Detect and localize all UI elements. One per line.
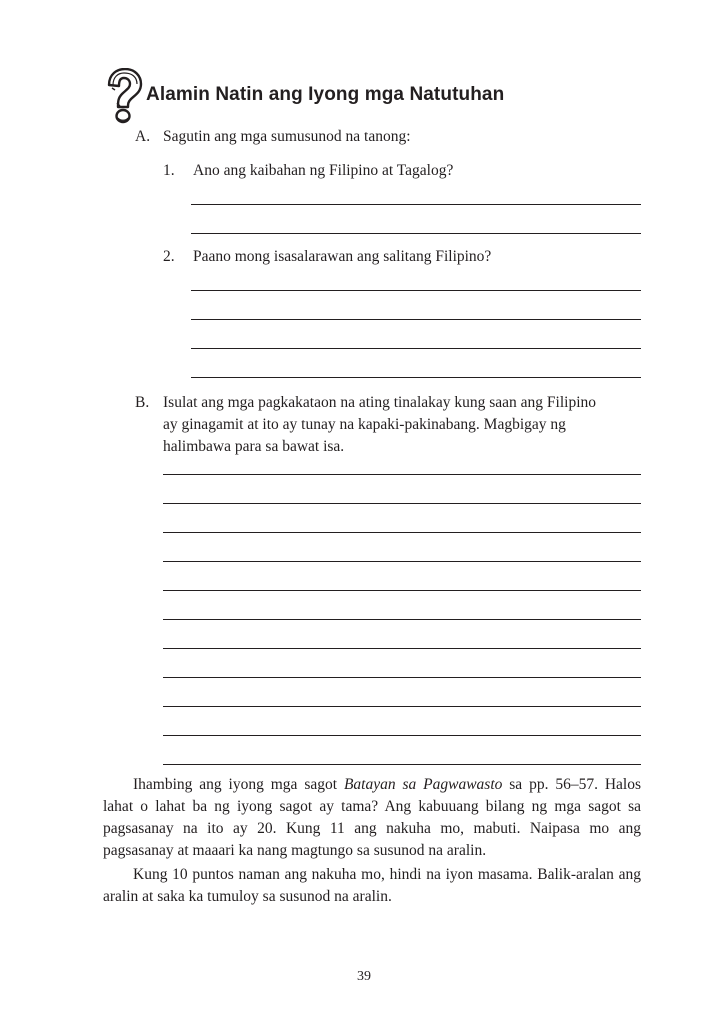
question-text: Paano mong isasalarawan ang salitang Filipino? [193,248,492,265]
answer-line[interactable] [191,319,641,320]
answer-line[interactable] [163,532,641,533]
question-text: Ano ang kaibahan ng Filipino at Tagalog? [193,162,454,179]
page-title: Alamin Natin ang Iyong mga Natutuhan [146,84,505,105]
answer-line[interactable] [163,648,641,649]
section-a-letter: A. [135,128,151,145]
answer-line[interactable] [163,619,641,620]
answer-line[interactable] [191,204,641,205]
section-b-instruction-line: Isulat ang mga pagkakataon na ating tinalakay kung saan ang Filipino [163,394,597,411]
section-b-instruction-line: halimbawa para sa bawat isa. [163,438,345,455]
answer-line[interactable] [163,590,641,591]
closing-paragraph-1 [103,774,641,862]
section-a-instruction: Sagutin ang mga sumusunod na tanong: [163,128,411,145]
answer-line[interactable] [191,290,641,291]
answer-line[interactable] [191,233,641,234]
answer-line[interactable] [191,377,641,378]
question-mark-icon [103,68,143,124]
answer-line[interactable] [163,561,641,562]
closing-text: sa pp. 56–57. Halos lahat o lahat ba ng iyong sagot ay tama? Ang kabuuang bilang ng mga sagot sa pagsasanay na ito ay 20. Kung 11 ang nakuha mo, mabuti. Naipasa mo ang pagsasanay at maaari ka nang magtungo sa susunod na aralin. [103,776,642,859]
answer-line[interactable] [163,503,641,504]
answer-line[interactable] [163,735,641,736]
answer-line[interactable] [163,474,641,475]
answer-line[interactable] [163,764,641,765]
closing-paragraph-2: Kung 10 puntos naman ang nakuha mo, hindi na iyon masama. Balik-aralan ang aralin at saka ka tumuloy sa susunod na aralin. [103,866,641,905]
section-b-letter: B. [135,394,150,411]
answer-key-reference: Batayan sa Pagwawasto [343,776,503,793]
section-b-instruction-line: ay ginagamit at ito ay tunay na kapaki-pakinabang. Magbigay ng [163,416,566,433]
page-number: 39 [357,969,371,984]
closing-text: Ihambing ang iyong mga sagot [133,776,344,793]
question-number: 2. [163,248,175,265]
answer-line[interactable] [163,677,641,678]
answer-line[interactable] [191,348,641,349]
answer-line[interactable] [163,706,641,707]
question-number: 1. [163,162,175,179]
